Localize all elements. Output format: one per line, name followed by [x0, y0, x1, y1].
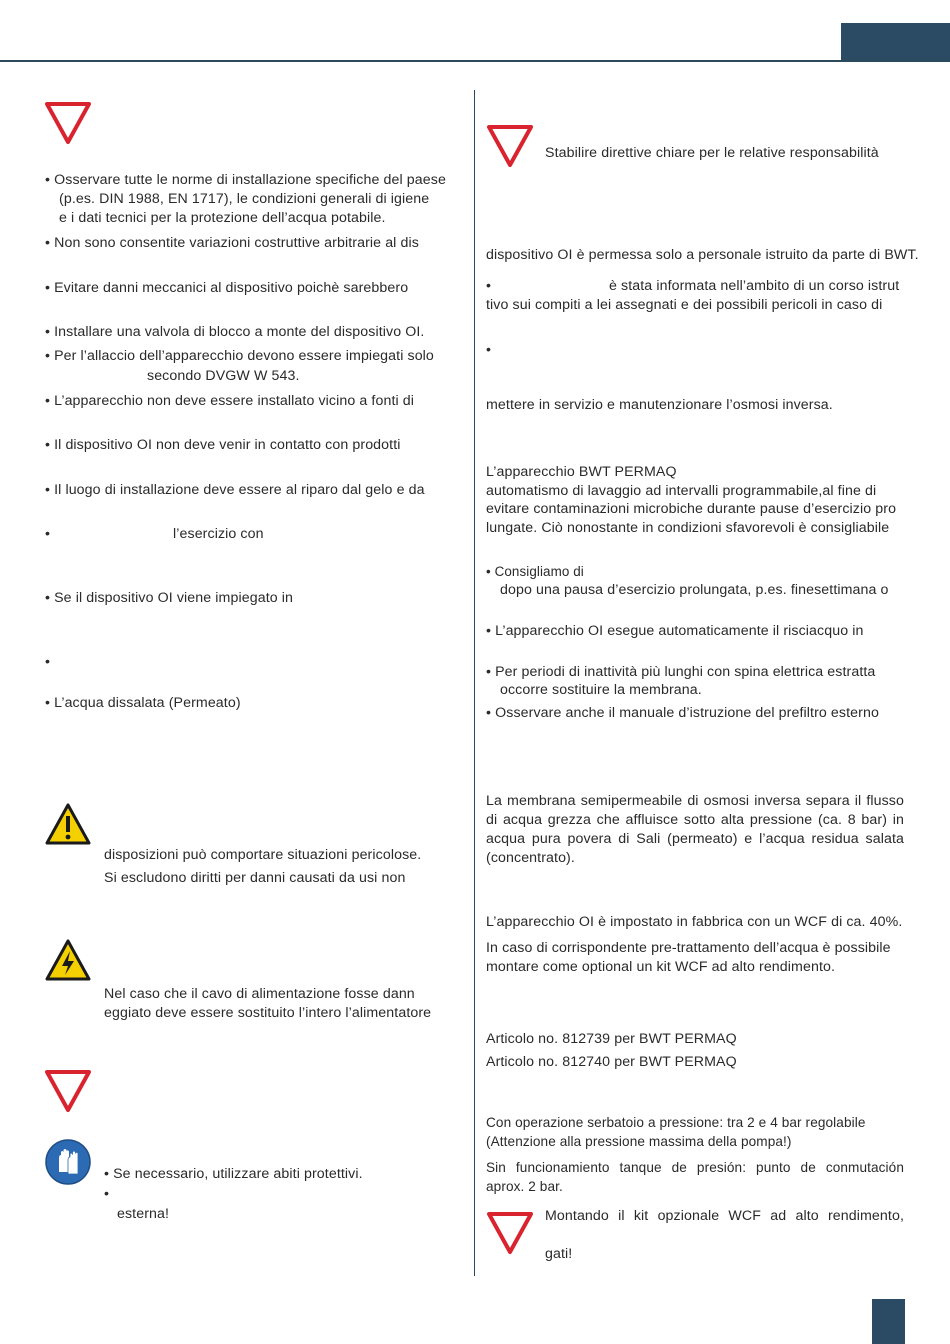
article-line: Articolo no. 812739 per BWT PERMAQ [486, 1031, 737, 1047]
article-line: Articolo no. 812740 per BWT PERMAQ [486, 1054, 737, 1070]
text-line: secondo DVGW W 543. [147, 368, 300, 384]
bullet-line: • [486, 342, 492, 358]
warning-text-line: Si escludono diritti per danni causati da usi non [104, 870, 406, 886]
footer-page-tab [872, 1299, 905, 1344]
text-line: (Attenzione alla pressione massima della pompa!) [486, 1134, 792, 1149]
bullet-line: • Se il dispositivo OI viene impiegato in [45, 590, 294, 606]
yield-triangle-icon [44, 1069, 92, 1113]
text-line: L’apparecchio BWT PERMAQ [486, 464, 677, 480]
header-tab [841, 23, 950, 60]
bullet-line: • Per periodi di inattività più lunghi con spina elettrica estratta [486, 664, 876, 680]
bullet-line: • Evitare danni meccanici al dispositivo poichè sarebbero [45, 280, 409, 296]
bullet-line: • [45, 526, 51, 542]
text-line: l’esercizio con [173, 526, 264, 542]
text-line: Montando il kit opzionale WCF ad alto rendimento, [545, 1208, 904, 1224]
warning-text-line: disposizioni può comportare situazioni pericolose. [104, 847, 422, 863]
bullet-line: • Il dispositivo OI non deve venir in contatto con prodotti [45, 437, 401, 453]
bullet-line: • Installare una valvola di blocco a monte del dispositivo OI. [45, 324, 425, 340]
text-line: lungate. Ciò nonostante in condizioni sfavorevoli è consigliabile [486, 520, 890, 536]
responsibility-text: Stabilire direttive chiare per le relative responsabilità [545, 145, 879, 161]
text-line: è stata informata nell’ambito di un corso istrut [609, 278, 900, 294]
text-line: dopo una pausa d’esercizio prolungata, p.es. finesettimana o [500, 582, 889, 598]
text-line: dispositivo OI è permessa solo a personale istruito da parte di BWT. [486, 247, 919, 263]
electric-text-line: eggiato deve essere sostituito l’intero l’alimentatore [104, 1005, 432, 1021]
bullet-line: • Osservare anche il manuale d’istruzione del prefiltro esterno [486, 705, 879, 721]
text-line: mettere in servizio e manutenzionare l’osmosi inversa. [486, 397, 833, 413]
text-line: evitare contaminazioni microbiche durante pause d’esercizio pro [486, 501, 897, 517]
electric-hazard-icon [44, 938, 92, 982]
electric-text-line: Nel caso che il cavo di alimentazione fosse dann [104, 986, 415, 1002]
bullet-line: • Consigliamo di [486, 564, 584, 579]
text-line: automatismo di lavaggio ad intervalli programmabile,al fine di [486, 483, 877, 499]
bullet-line: • L’apparecchio OI esegue automaticamente il risciacquo in [486, 623, 864, 639]
bullet-line: • L’acqua dissalata (Permeato) [45, 695, 241, 711]
text-line: montare come optional un kit WCF ad alto rendimento. [486, 959, 836, 975]
protection-bullet: • Se necessario, utilizzare abiti protettivi. [104, 1166, 363, 1182]
text-line: Sin funcionamiento tanque de presión: punto de conmutación [486, 1160, 904, 1175]
text-line: aprox. 2 bar. [486, 1179, 563, 1194]
yield-triangle-icon [486, 124, 534, 168]
text-line: di acqua grezza che affluisce sotto alta pressione (ca. 8 bar) in [486, 812, 904, 828]
protection-bullet: • [104, 1186, 110, 1202]
text-line: occorre sostituire la membrana. [500, 682, 702, 698]
text-line: (concentrato). [486, 850, 575, 866]
yield-triangle-icon [44, 101, 92, 145]
bullet-line: • Osservare tutte le norme di installazione specifiche del paese [45, 172, 446, 188]
text-line: acqua pura povera di Sali (permeato) e l’acqua residua salata [486, 831, 904, 847]
text-line: L’apparecchio OI è impostato in fabbrica con un WCF di ca. 40%. [486, 914, 903, 930]
text-line: gati! [545, 1246, 573, 1262]
text-line: (p.es. DIN 1988, EN 1717), le condizioni generali di igiene [59, 191, 430, 207]
bullet-line: • Per l’allaccio dell’apparecchio devono essere impiegati solo [45, 348, 434, 364]
text-line: e i dati tecnici per la protezione dell’acqua potabile. [59, 210, 386, 226]
yield-triangle-icon [486, 1211, 534, 1255]
column-divider [474, 90, 475, 1276]
text-line: La membrana semipermeabile di osmosi inversa separa il flusso [486, 793, 904, 809]
bullet-line: • [45, 654, 51, 670]
text-line: tivo sui compiti a lei assegnati e dei possibili pericoli in caso di [486, 297, 883, 313]
bullet-line: • Il luogo di installazione deve essere al riparo dal gelo e da [45, 482, 425, 498]
bullet-line: • Non sono consentite variazioni costruttive arbitrarie al dis [45, 235, 419, 251]
protection-text: esterna! [117, 1206, 170, 1222]
gloves-icon [44, 1138, 92, 1186]
bullet-line: • L’apparecchio non deve essere installato vicino a fonti di [45, 393, 415, 409]
text-line: Con operazione serbatoio a pressione: tra 2 e 4 bar regolabile [486, 1115, 866, 1130]
warning-icon [44, 802, 92, 846]
bullet-line: • [486, 278, 492, 294]
text-line: In caso di corrispondente pre-trattamento dell’acqua è possibile [486, 940, 891, 956]
header-rule [0, 60, 950, 62]
